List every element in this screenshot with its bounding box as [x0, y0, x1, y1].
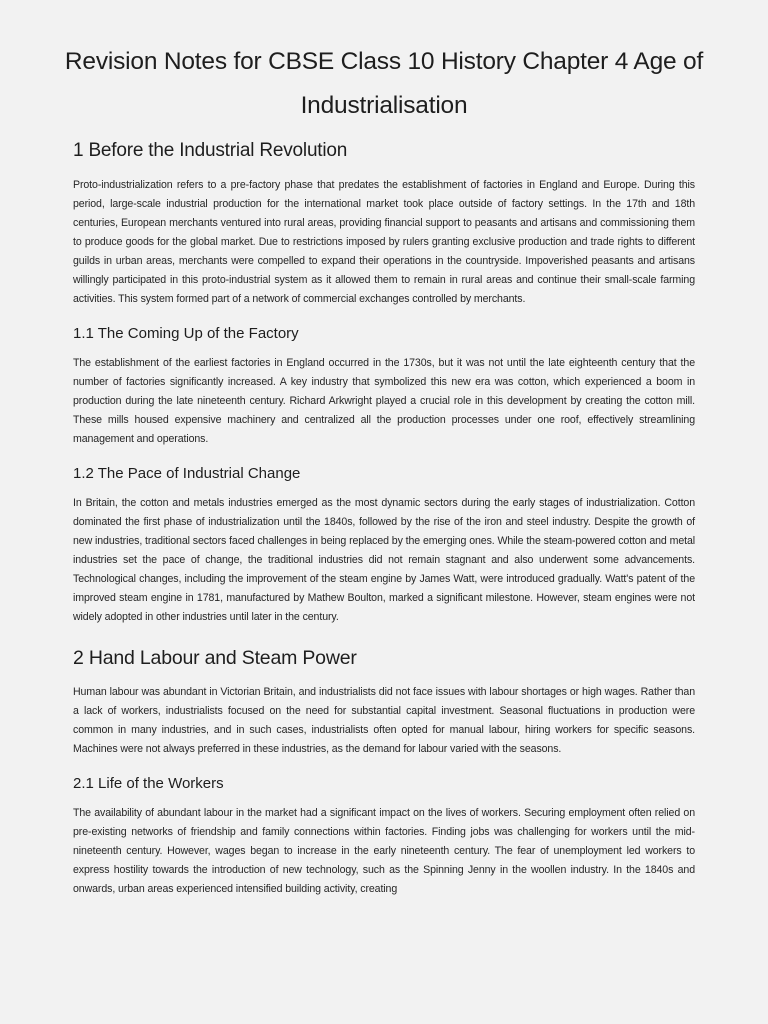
subsection-heading: 1.2 The Pace of Industrial Change: [73, 465, 301, 482]
section-life-of-workers: [73, 773, 695, 899]
section-pace-of-industrial-change: [73, 463, 695, 627]
section-heading: 1 Before the Industrial Revolution: [73, 140, 348, 161]
section-paragraph: Human labour was abundant in Victorian Britain, and industrialists did not face issues with labour shortages or high wages. Rather than a lack of workers, industrialists focused on the need for substantial capital investment. Seasonal fluctuations in production were common in many industries, and in such cases, industrialists often opted for manual labour, hiring workers for specific seasons. Machines were not always preferred in these industries, as the demand for labour varied with the seasons.: [73, 686, 695, 755]
page-title: Revision Notes for CBSE Class 10 History Chapter 4 Age of Industrialisation: [64, 48, 704, 119]
section-hand-labour-steam-power: [73, 645, 695, 759]
section-heading: 2 Hand Labour and Steam Power: [73, 647, 357, 669]
subsection-heading: 1.1 The Coming Up of the Factory: [73, 325, 299, 342]
section-paragraph: The availability of abundant labour in the market had a significant impact on the lives of workers. Securing employment often relied on pre-existing networks of friendship and family connections within factories. Finding jobs was challenging for workers until the mid-nineteenth century. However, wages began to increase in the early nineteenth century. The fear of unemployment led workers to express hostility towards the introduction of new technology, such as the Spinning Jenny in the woollen industry. In the 1840s and onwards, urban areas experienced intensified building activity, creating: [73, 807, 695, 895]
section-paragraph: The establishment of the earliest factories in England occurred in the 1730s, but it was not until the late eighteenth century that the number of factories significantly increased. A key industry that symbolized this new era was cotton, which experienced a boom in production during the late nineteenth century. Richard Arkwright played a crucial role in this development by creating the cotton mill. These mills housed expensive machinery and centralized all the production processes under one roof, effectively streamlining management and operations.: [73, 357, 695, 445]
section-paragraph: In Britain, the cotton and metals industries emerged as the most dynamic sectors during the early stages of industrialization. Cotton dominated the first phase of industrialization until the 1840s, followed by the rise of the iron and steel industry. Despite the growth of new industries, traditional sectors faced challenges in being replaced by the emerging ones. While the steam-powered cotton and metal industries set the pace of change, the traditional industries did not remain stagnant and also underwent some advancements. Technological changes, including the improvement of the steam engine by James Watt, were introduced gradually. Watt's patent of the improved steam engine in 1781, manufactured by Mathew Boulton, marked a significant milestone. However, steam engines were not widely adopted in other industries until later in the century.: [73, 497, 695, 623]
section-coming-up-of-factory: [73, 323, 695, 449]
section-before-industrial-revolution: [73, 138, 695, 309]
subsection-heading: 2.1 Life of the Workers: [73, 775, 224, 792]
section-paragraph: Proto-industrialization refers to a pre-factory phase that predates the establishment of factories in England and Europe. During this period, large-scale industrial production for the international market took place outside of factory settings. In the 17th and 18th centuries, European merchants ventured into rural areas, providing financial support to peasants and artisans and commissioning them to produce goods for the global market. Due to restrictions imposed by rulers granting exclusive production and trade rights to different guilds in urban areas, merchants were compelled to expand their operations in the countryside. Impoverished peasants and artisans willingly participated in this proto-industrial system as it allowed them to remain in rural areas and continue their small-scale farming activities. This system formed part of a network of commercial exchanges controlled by merchants.: [73, 179, 695, 305]
